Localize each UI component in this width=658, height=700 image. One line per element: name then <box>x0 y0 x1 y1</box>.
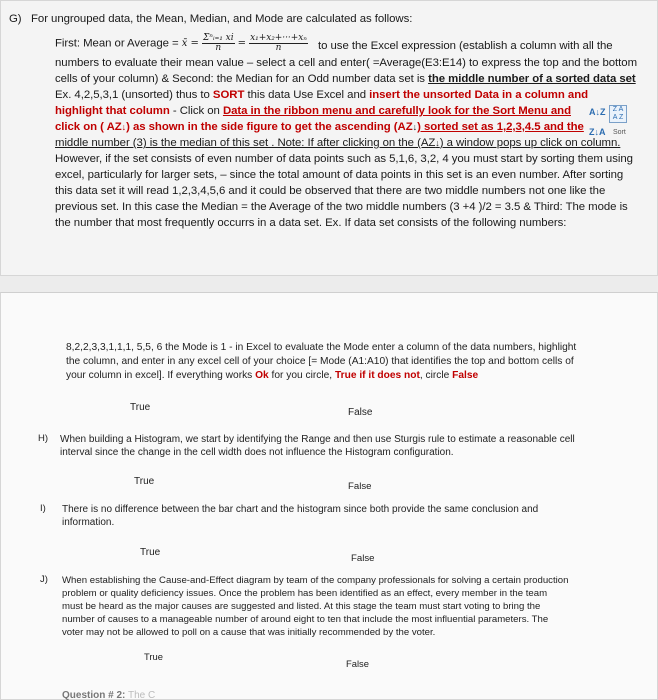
section-h-line-2: interval since the change in the cell width does not influence the Histogram configuration. <box>60 447 454 458</box>
section-g-line-3: numbers to evaluate their mean value – select a cell and enter( =Average(E3:E14) to express the top and the bottom <box>55 57 638 69</box>
section-g-card <box>0 0 658 276</box>
sort-keyword: SORT <box>212 89 245 101</box>
section-g-line-8: middle number (3) is the median of this set . Note: If after clicking on the (AZ↓) a window pops up click on column. <box>55 137 621 149</box>
mean-formula-line <box>55 34 308 53</box>
next-question-heading <box>62 690 155 700</box>
expanded-numerator: x₁+x₂+···+xₙ <box>250 33 307 43</box>
sum-fraction <box>202 34 235 53</box>
sort-grid-icon: Z A A Z <box>609 105 627 123</box>
section-g-line-2: to use the Excel expression (establish a column with all the <box>318 40 613 52</box>
sort-za-icon: Z↓A <box>589 127 606 137</box>
mode-line-1: 8,2,2,3,3,1,1,1, 5,5, 6 the Mode is 1 - in Excel to evaluate the Mode enter a column of the data numbers, highlight <box>66 342 577 353</box>
section-j-label: J) <box>40 574 48 585</box>
sum-denominator: n <box>215 43 222 53</box>
median-note: middle number (3) is the median of this set . Note: If after clicking on the (AZ <box>55 137 436 149</box>
h-false-option[interactable]: False <box>348 481 372 492</box>
section-g-line-4 <box>55 71 636 87</box>
j-true-option[interactable]: True <box>144 651 163 662</box>
section-g-label: G) <box>9 13 22 25</box>
section-i-label: I) <box>40 503 46 514</box>
sort-az-icon: A↓Z <box>589 107 606 117</box>
section-g-line-13: the number that most frequently occurrs in a data set. Ex. If data set consists of the following numbers: <box>55 217 567 229</box>
click-on: - Click on <box>169 105 223 117</box>
section-j-line-3: must be heard as the major causes are suggested and listed. At this stage the team must start voting to bring the <box>62 601 541 612</box>
sort-label: Sort <box>613 129 626 136</box>
section-h-line-1: When building a Histogram, we start by identifying the Range and then use Sturgis rule to estimate a reasonable cell <box>60 434 575 445</box>
section-g-line-6 <box>55 103 571 119</box>
section-g-line-10: excel, particularly for larger sets, – since the total amount of data points in this set is an even number. After sorting <box>55 169 624 181</box>
mode-line-2: the column, and enter in any excel cell of your choice [= Mode (A1:A10) that identifies the top and bottom cells of <box>66 356 574 367</box>
section-g-line-7: click on ( AZ↓) as shown in the side figure to get the ascending (AZ↓) sorted set as 1,2,3,4.5 and the <box>55 121 584 133</box>
section-j-line-2: problem or quality deficiency issues. Once the problem has been identified as an effect, every member in the team <box>62 588 548 599</box>
ribbon-sort-instruction: Data in the ribbon menu and carefully look for the Sort Menu and <box>222 105 571 117</box>
mode-circle: for you circle, <box>268 370 335 381</box>
mode-line-3 <box>66 369 478 383</box>
mean-prefix: First: Mean or Average = <box>55 37 182 50</box>
mode-true-if-not: True if it does not <box>334 370 420 381</box>
i-false-option[interactable]: False <box>351 553 375 564</box>
section-g-line-9: However, if the set consists of even number of data points such as 5,1,6, 3,2, 4 you must start by sorting them using <box>55 153 633 165</box>
mode-true-option[interactable]: True <box>130 402 151 413</box>
median-intro: cells of your column) & Second: the Median for an Odd number data set is <box>55 73 429 85</box>
next-question-number: Question # 2: <box>62 690 126 700</box>
expanded-fraction <box>249 34 308 53</box>
insert-unsorted-data: insert the unsorted Data in a column and <box>369 89 589 101</box>
sorted-set: ) sorted set as 1,2,3,4.5 and the <box>417 121 584 133</box>
sort-use-excel: this data Use Excel and <box>244 89 370 101</box>
highlight-column: highlight that column <box>55 105 170 117</box>
sort-example: Ex. 4,2,5,3,1 (unsorted) thus to <box>55 89 213 101</box>
formula-equals: = <box>237 38 247 49</box>
section-i-line-1: There is no difference between the bar chart and the histogram since both provide the same conclusion and <box>62 504 539 515</box>
section-g-line-1: For ungrouped data, the Mean, Median, and Mode are calculated as follows: <box>31 13 413 25</box>
section-j-line-1: When establishing the Cause-and-Effect diagram by team of the company professionals for solving a certain production <box>62 575 569 586</box>
section-g-line-5 <box>55 87 588 103</box>
xbar-symbol: x̄ = <box>181 38 199 49</box>
window-popup-note: ) a window pops up click on column. <box>439 137 621 149</box>
j-false-option[interactable]: False <box>346 658 369 669</box>
mode-false-word: False <box>452 370 479 381</box>
section-j-line-4: number of causes to a manageable number of around eight to ten that include the most influential parameters. The <box>62 614 549 625</box>
ascending-instruction: ) as shown in the side figure to get the ascending (AZ <box>126 121 413 133</box>
mode-false-option[interactable]: False <box>348 407 373 418</box>
mode-circle-2: , circle <box>419 370 453 381</box>
mode-if-works: your column in excel]. If everything works <box>66 370 256 381</box>
click-az: click on ( AZ <box>55 121 122 133</box>
median-definition: the middle number of a sorted data set <box>428 73 636 85</box>
section-j-line-5: voter may not be allowed to poll on a cause that was initially recommended by the voter. <box>62 627 436 638</box>
section-g-line-11: this data set it will read 1,2,3,4,5,6 and it could be observed that there are two middle numbers not one like the <box>55 185 606 197</box>
h-true-option[interactable]: True <box>134 476 155 487</box>
section-h-label: H) <box>38 433 49 444</box>
sum-numerator: Σⁿᵢ₌₁ xi <box>202 33 234 43</box>
next-question-text: The C <box>125 690 156 700</box>
expanded-denominator: n <box>275 43 282 53</box>
mode-ok: Ok <box>255 370 269 381</box>
section-i-line-2: information. <box>62 517 115 528</box>
section-g-line-12: previous set. In this case the Median = the Average of the two middle numbers (3 +4 )/2 = 3.5 & Third: The mode is <box>55 201 628 213</box>
i-true-option[interactable]: True <box>140 547 161 558</box>
